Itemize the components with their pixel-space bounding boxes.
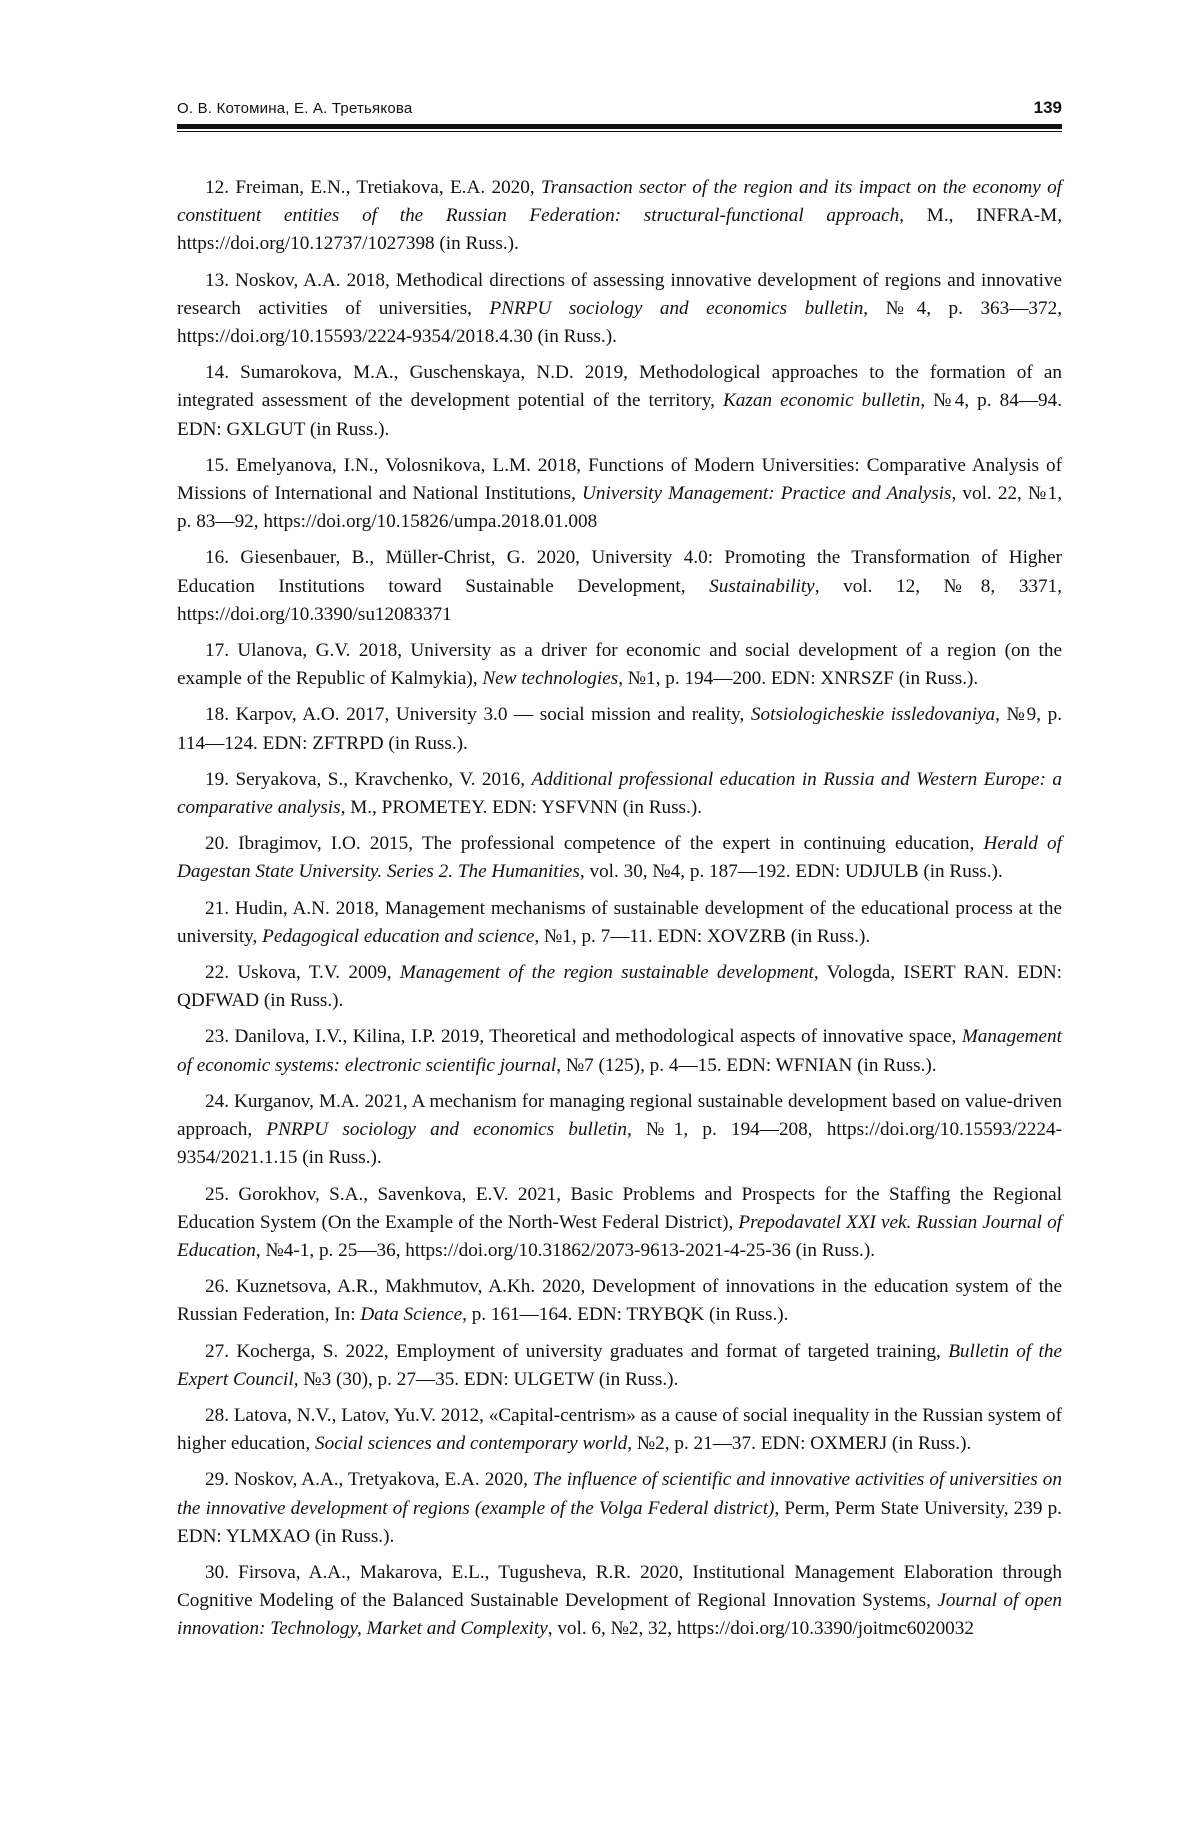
reference-text: , №2, p. 21—37. EDN: OXMERJ (in Russ.).	[627, 1433, 972, 1455]
reference-entry	[177, 1466, 1062, 1551]
reference-source-title: Additional professional education in Russia and Western Europe: a comparative analysis	[177, 768, 1063, 819]
reference-number: 30.	[205, 1561, 229, 1583]
reference-source-title: Management of the region sustainable development	[399, 962, 814, 984]
reference-text: Noskov, A.A., Tretyakova, E.A. 2020,	[234, 1469, 533, 1491]
reference-number: 24.	[205, 1090, 229, 1112]
reference-entry	[177, 1088, 1062, 1173]
reference-source-title: Transaction sector of the region and its impact on the economy of constituent entities of the Russian Federation: structural-functional approach	[177, 177, 1062, 227]
reference-text: Firsova, A.A., Makarova, E.L., Tugusheva, R.R. 2020, Institutional Management Elaboration through Cognitive Modeling of the Balanced Sustainable Development of Regional Innovation Systems,	[177, 1561, 1063, 1612]
reference-source-title: Bulletin of the Expert Council	[177, 1340, 1062, 1390]
reference-text: Karpov, A.O. 2017, University 3.0 — social mission and reality,	[235, 704, 751, 726]
page-number: 139	[1033, 98, 1062, 117]
reference-number: 28.	[205, 1404, 229, 1426]
reference-text: №1, p. 194—208, https://doi.org/10.15593/2224-9354/2021.1.15 (in Russ.).	[177, 1119, 1062, 1169]
reference-entry	[177, 1338, 1062, 1394]
reference-text: Danilova, I.V., Kilina, I.P. 2019, Theoretical and methodological aspects of innovative space,	[234, 1026, 962, 1048]
reference-number: 18.	[205, 704, 229, 726]
reference-text: , M., PROMETEY. EDN: YSFVNN (in Russ.).	[340, 797, 703, 819]
reference-text: , Vologda, ISERT RAN. EDN: QDFWAD (in Russ.).	[177, 962, 1062, 1012]
reference-number: 23.	[205, 1026, 229, 1048]
reference-entry	[177, 830, 1062, 886]
reference-text: , Perm, Perm State University, 239 p. EDN: YLMXAO (in Russ.).	[177, 1497, 1062, 1547]
reference-source-title: PNRPU sociology and economics bulletin,	[266, 1119, 632, 1141]
reference-entry	[177, 1402, 1062, 1458]
reference-text: , p. 161—164. EDN: TRYBQK (in Russ.).	[462, 1304, 789, 1326]
reference-source-title: New technologies	[482, 668, 619, 690]
reference-number: 22.	[205, 962, 229, 984]
running-header	[177, 97, 1062, 121]
reference-source-title: Data Science	[360, 1304, 463, 1326]
reference-source-title: University Management: Practice and Analysis	[582, 483, 952, 505]
reference-entry	[177, 544, 1062, 629]
reference-number: 26.	[205, 1276, 229, 1298]
reference-text: Kocherga, S. 2022, Employment of university graduates and format of targeted training,	[236, 1340, 949, 1362]
reference-text: , №4, p. 84—94. EDN: GXLGUT (in Russ.).	[177, 390, 1062, 440]
reference-entry	[177, 959, 1062, 1015]
reference-entry	[177, 267, 1062, 352]
reference-number: 16.	[205, 547, 229, 569]
reference-source-title: Pedagogical education and science	[262, 925, 535, 947]
reference-source-title: Prepodavatel XXI vek. Russian Journal of Education	[177, 1211, 1062, 1261]
reference-number: 13.	[205, 269, 229, 291]
reference-source-title: Journal of open innovation: Technology, Market and Complexity	[177, 1590, 1062, 1640]
reference-number: 20.	[205, 833, 229, 855]
reference-number: 21.	[205, 897, 229, 919]
reference-text: , №4-1, p. 25—36, https://doi.org/10.31862/2073-9613-2021-4-25-36 (in Russ.).	[255, 1239, 876, 1261]
reference-text: , vol. 12, №8, 3371, https://doi.org/10.3390/su12083371	[177, 575, 1062, 625]
reference-entry	[177, 452, 1062, 537]
reference-text: Freiman, E.N., Tretiakova, E.A. 2020,	[235, 177, 541, 198]
reference-text: Latova, N.V., Latov, Yu.V. 2012, «Capital-centrism» as a cause of social inequality in the Russian system of higher education,	[177, 1404, 1062, 1455]
reference-text: , vol. 30, №4, p. 187—192. EDN: UDJULB (in Russ.).	[579, 861, 1003, 883]
reference-text: Ulanova, G.V. 2018, University as a driver for economic and social development of a region (on the example of the Republic of Kalmykia),	[177, 640, 1062, 690]
reference-text: Kuznetsova, A.R., Makhmutov, A.Kh. 2020, Development of innovations in the education system of the Russian Federation, In:	[177, 1276, 1063, 1326]
header-rule-thin	[177, 131, 1062, 132]
reference-text: Giesenbauer, B., Müller-Christ, G. 2020, University 4.0: Promoting the Transformation of Higher Education Institutions toward Sustainable Development,	[177, 547, 1063, 597]
reference-text: , M., INFRA-M, https://doi.org/10.12737/1027398 (in Russ.).	[177, 205, 1062, 255]
reference-source-title: Herald of Dagestan State University. Series 2. The Humanities	[177, 833, 1062, 883]
reference-source-title: Sotsiologicheskie issledovaniya	[750, 704, 996, 726]
reference-text: , №4, p. 363—372, https://doi.org/10.15593/2224-9354/2018.4.30 (in Russ.).	[177, 297, 1062, 348]
reference-number: 14.	[205, 362, 229, 384]
reference-source-title: Social sciences and contemporary world	[315, 1433, 628, 1455]
reference-number: 15.	[205, 454, 229, 476]
reference-text: , №3 (30), p. 27—35. EDN: ULGETW (in Russ.).	[293, 1368, 679, 1390]
reference-number: 29.	[205, 1469, 229, 1491]
reference-entry	[177, 637, 1062, 693]
reference-text: Hudin, A.N. 2018, Management mechanisms of sustainable development of the educational process at the university,	[177, 897, 1063, 947]
reference-text: Sumarokova, M.A., Guschenskaya, N.D. 2019, Methodological approaches to the formation of an integrated assessment of the development potential of the territory,	[177, 362, 1063, 412]
reference-text: Emelyanova, I.N., Volosnikova, L.M. 2018, Functions of Modern Universities: Comparative Analysis of Missions of International and National Institutions,	[177, 454, 1062, 505]
reference-entry	[177, 1273, 1062, 1329]
reference-text: Ibragimov, I.O. 2015, The professional competence of the expert in continuing education,	[238, 833, 984, 855]
reference-source-title: PNRPU sociology and economics bulletin	[489, 297, 864, 319]
reference-text: Gorokhov, S.A., Savenkova, E.V. 2021, Basic Problems and Prospects for the Staffing the Regional Education System (On the Example of the North-West Federal District),	[177, 1183, 1063, 1233]
header-rule-thick	[177, 124, 1062, 129]
reference-entry	[177, 701, 1062, 757]
reference-source-title: The influence of scientific and innovative activities of universities on the innovative development of regions (example of the Volga Federal district)	[177, 1469, 1062, 1519]
reference-number: 25.	[205, 1183, 229, 1205]
reference-text: Uskova, T.V. 2009,	[237, 962, 400, 984]
reference-entry	[177, 359, 1062, 444]
reference-entry	[177, 174, 1062, 259]
reference-text: , №9, p. 114—124. EDN: ZFTRPD (in Russ.).	[177, 704, 1062, 754]
reference-text: , vol. 22, №1, p. 83—92, https://doi.org/10.15826/umpa.2018.01.008	[177, 483, 1062, 533]
reference-number: 27.	[205, 1340, 229, 1362]
reference-source-title: Management of economic systems: electronic scientific journal	[177, 1026, 1062, 1076]
reference-text: Kurganov, M.A. 2021, A mechanism for managing regional sustainable development based on value-driven approach,	[177, 1090, 1062, 1141]
reference-entry	[177, 1023, 1062, 1079]
reference-source-title: Sustainability	[709, 575, 815, 597]
reference-entry	[177, 895, 1062, 951]
reference-number: 12.	[205, 177, 229, 198]
reference-source-title: Kazan economic bulletin	[723, 390, 921, 412]
reference-text: , vol. 6, №2, 32, https://doi.org/10.3390/joitmc6020032	[547, 1618, 974, 1640]
reference-entry	[177, 766, 1062, 822]
reference-text: , №7 (125), p. 4—15. EDN: WFNIAN (in Russ.).	[556, 1054, 937, 1076]
reference-entry	[177, 1559, 1062, 1644]
reference-entry	[177, 1181, 1062, 1266]
reference-text: Seryakova, S., Kravchenko, V. 2016,	[235, 768, 532, 790]
reference-number: 17.	[205, 640, 229, 662]
reference-text: Noskov, A.A. 2018, Methodical directions of assessing innovative development of regions and innovative research activities of universities,	[177, 269, 1063, 319]
header-authors: О. В. Котомина, Е. А. Третьякова	[177, 100, 413, 117]
reference-text: , №1, p. 194—200. EDN: XNRSZF (in Russ.).	[618, 668, 979, 690]
reference-list	[177, 174, 1062, 1652]
reference-number: 19.	[205, 768, 229, 790]
reference-text: , №1, p. 7—11. EDN: XOVZRB (in Russ.).	[534, 925, 871, 947]
